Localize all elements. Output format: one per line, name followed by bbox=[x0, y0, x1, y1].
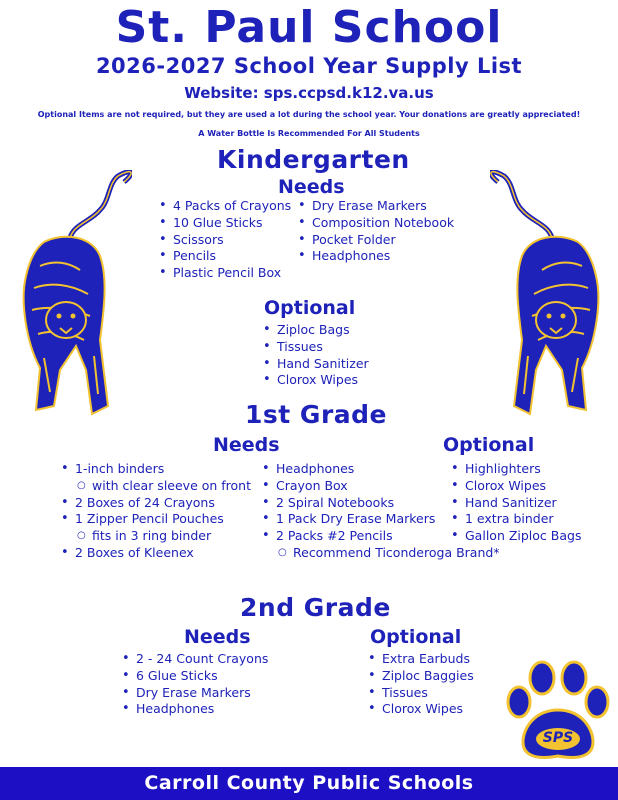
kindergarten-needs-label: Needs bbox=[278, 176, 345, 198]
list-item: • 1 extra binder bbox=[448, 511, 581, 528]
list-item: • Extra Earbuds bbox=[365, 651, 474, 668]
list-item: • 2 - 24 Count Crayons bbox=[119, 651, 268, 668]
list-item: • 2 Boxes of 24 Crayons bbox=[58, 495, 251, 512]
list-item: • Pencils bbox=[156, 248, 291, 265]
kindergarten-needs-list-1 bbox=[156, 198, 291, 282]
first-grade-heading: 1st Grade bbox=[245, 400, 387, 429]
list-item: • Gallon Ziploc Bags bbox=[448, 528, 581, 545]
kindergarten-optional-list bbox=[260, 322, 369, 389]
list-item: • Hand Sanitizer bbox=[448, 495, 581, 512]
first-grade-needs-label: Needs bbox=[213, 434, 280, 456]
list-item: • Dry Erase Markers bbox=[119, 685, 268, 702]
list-item: • Headphones bbox=[295, 248, 454, 265]
second-grade-optional-list bbox=[365, 651, 474, 718]
list-item: • Tissues bbox=[260, 339, 369, 356]
list-subitem: ○ with clear sleeve on front bbox=[58, 478, 251, 495]
list-subitem: ○ fits in 3 ring binder bbox=[58, 528, 251, 545]
list-item: • 1-inch binders bbox=[58, 461, 251, 478]
list-item: • 1 Pack Dry Erase Markers bbox=[259, 511, 500, 528]
paw-icon bbox=[505, 660, 611, 764]
logo-initials: SPS bbox=[542, 730, 574, 746]
second-grade-heading: 2nd Grade bbox=[240, 593, 391, 622]
list-item: • Composition Notebook bbox=[295, 215, 454, 232]
first-grade-optional-label: Optional bbox=[443, 434, 535, 456]
list-item: • Tissues bbox=[365, 685, 474, 702]
second-grade-needs-list bbox=[119, 651, 268, 718]
first-grade-needs-list-1 bbox=[58, 461, 251, 562]
school-title: St. Paul School bbox=[115, 2, 503, 53]
second-grade-optional-label: Optional bbox=[370, 626, 462, 648]
list-subitem: ○ Recommend Ticonderoga Brand* bbox=[259, 545, 500, 562]
list-item: • Scissors bbox=[156, 232, 291, 249]
list-item: • 6 Glue Sticks bbox=[119, 668, 268, 685]
list-item: • 2 Boxes of Kleenex bbox=[58, 545, 251, 562]
list-item: • Plastic Pencil Box bbox=[156, 265, 291, 282]
list-item: • Clorox Wipes bbox=[448, 478, 581, 495]
list-item: • Clorox Wipes bbox=[260, 372, 369, 389]
list-item: • 1 Zipper Pencil Pouches bbox=[58, 511, 251, 528]
second-grade-needs-label: Needs bbox=[184, 626, 251, 648]
water-bottle-note: A Water Bottle Is Recommended For All Students bbox=[198, 129, 420, 138]
list-item: • 10 Glue Sticks bbox=[156, 215, 291, 232]
supply-list-title: 2026-2027 School Year Supply List bbox=[95, 54, 523, 78]
optional-note: Optional Items are not required, but they are used a lot during the school year. Your donations are greatly appreciated! bbox=[37, 110, 581, 119]
list-item: • 2 Packs #2 Pencils bbox=[259, 528, 500, 545]
list-item: • Hand Sanitizer bbox=[260, 356, 369, 373]
list-item: • 4 Packs of Crayons bbox=[156, 198, 291, 215]
first-grade-optional-list bbox=[448, 461, 581, 545]
kindergarten-optional-label: Optional bbox=[264, 297, 356, 319]
tiger-right-image bbox=[490, 170, 618, 430]
footer-banner: Carroll County Public Schools bbox=[0, 767, 618, 800]
sps-paw-logo bbox=[505, 660, 611, 764]
list-item: • Pocket Folder bbox=[295, 232, 454, 249]
website-link[interactable]: Website: sps.ccpsd.k12.va.us bbox=[184, 84, 434, 102]
tiger-left-image bbox=[4, 170, 132, 430]
list-item: • 2 Spiral Notebooks bbox=[259, 495, 500, 512]
list-item: • Ziploc Bags bbox=[260, 322, 369, 339]
list-item: • Headphones bbox=[259, 461, 500, 478]
list-item: • Highlighters bbox=[448, 461, 581, 478]
kindergarten-heading: Kindergarten bbox=[217, 145, 410, 174]
kindergarten-needs-list-2 bbox=[295, 198, 454, 265]
list-item: • Headphones bbox=[119, 701, 268, 718]
list-item: • Ziploc Baggies bbox=[365, 668, 474, 685]
list-item: • Dry Erase Markers bbox=[295, 198, 454, 215]
list-item: • Clorox Wipes bbox=[365, 701, 474, 718]
list-item: • Crayon Box bbox=[259, 478, 500, 495]
